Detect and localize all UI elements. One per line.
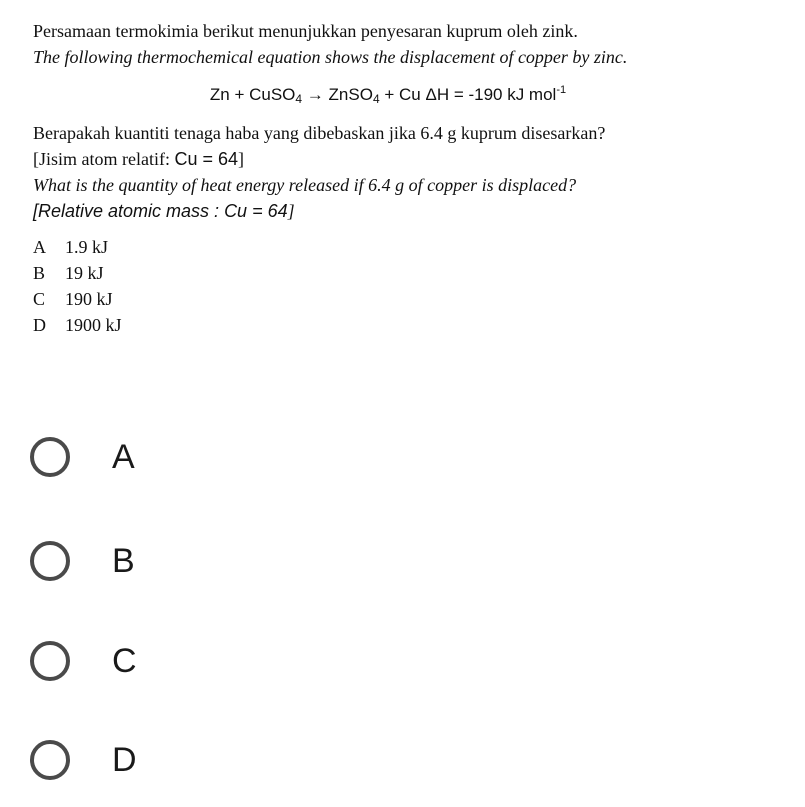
choice-a — [33, 234, 793, 260]
plus-sign: + — [379, 85, 399, 104]
thermochemical-equation — [33, 82, 743, 108]
radio-button-c[interactable] — [30, 641, 70, 681]
plus-sign: + — [229, 85, 250, 104]
option-label-d: D — [112, 740, 137, 779]
reactant-copper-sulfate: CuSO$_4$ — [249, 85, 303, 106]
radio-button-a[interactable] — [30, 437, 70, 477]
reaction-arrow: → — [302, 85, 329, 104]
malay-intro: Persamaan termokimia berikut menunjukkan penyesaran kuprum oleh zink. — [33, 21, 578, 41]
product-zinc-sulfate: ZnSO$_4$ — [328, 85, 380, 106]
choice-letter: B — [33, 263, 46, 283]
answer-option-c[interactable] — [30, 641, 137, 681]
choice-letter: D — [33, 315, 46, 335]
option-label-c: C — [112, 641, 137, 680]
answer-option-b[interactable] — [30, 541, 135, 581]
choice-letter: A — [33, 237, 46, 257]
product-copper: Cu — [399, 85, 421, 104]
option-label-a: A — [112, 437, 135, 476]
answer-option-d[interactable] — [30, 740, 137, 780]
choice-text: 19 kJ — [65, 263, 104, 283]
radio-button-d[interactable] — [30, 740, 70, 780]
enthalpy-change: ΔH = -190 kJ mol$^{-1}$ — [420, 84, 567, 104]
choice-c — [33, 286, 793, 312]
malay-question: Berapakah kuantiti tenaga haba yang dibebaskan jika 6.4 g kuprum disesarkan? — [33, 123, 606, 143]
choice-text: 1900 kJ — [65, 315, 122, 335]
answer-option-a[interactable] — [30, 437, 135, 477]
choice-list — [33, 234, 793, 338]
choice-letter: C — [33, 289, 46, 309]
choice-d — [33, 312, 793, 338]
question-block — [33, 18, 793, 338]
english-question: What is the quantity of heat energy released if 6.4 g of copper is displaced? — [33, 175, 577, 195]
option-label-b: B — [112, 541, 135, 580]
english-relative-mass-note: [Relative atomic mass : Cu = 64] — [33, 201, 295, 221]
english-intro: The following thermochemical equation shows the displacement of copper by zinc. — [33, 47, 628, 67]
choice-text: 1.9 kJ — [65, 237, 109, 257]
reactant-zinc: Zn — [209, 85, 230, 104]
malay-relative-mass-note: [Jisim atom relatif: Cu = 64] — [33, 149, 245, 169]
choice-text: 190 kJ — [65, 289, 113, 309]
choice-b — [33, 260, 793, 286]
radio-button-b[interactable] — [30, 541, 70, 581]
